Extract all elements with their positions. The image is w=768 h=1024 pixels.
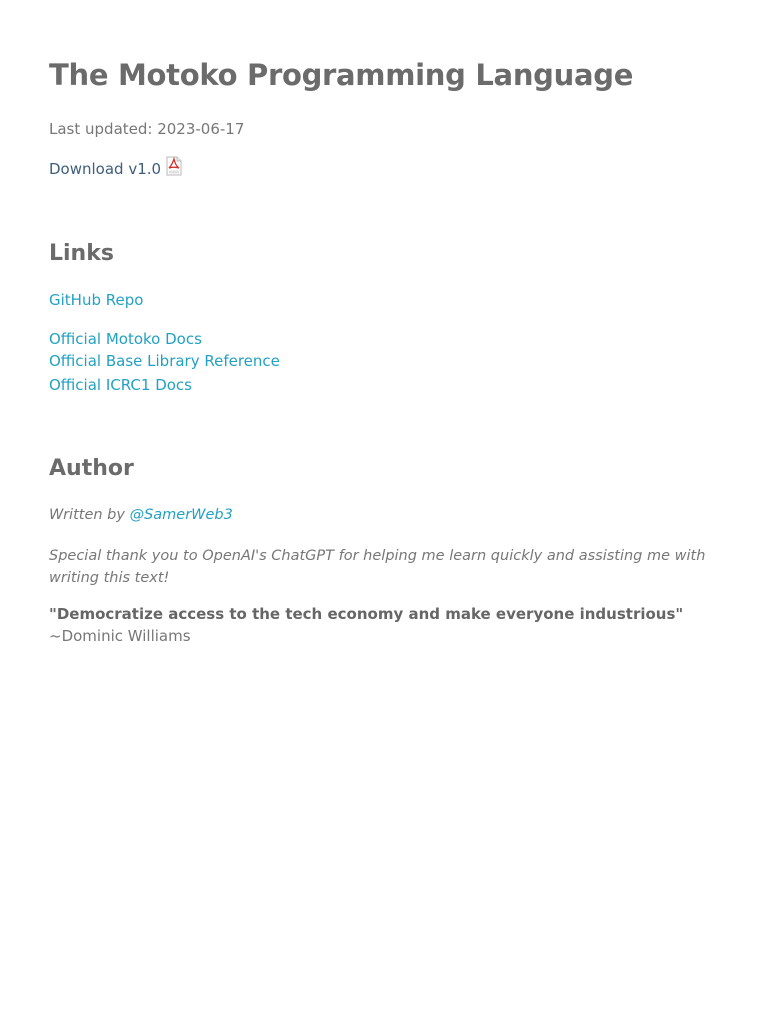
- quote: "Democratize access to the tech economy and make everyone industrious": [49, 605, 684, 623]
- github-repo-link[interactable]: GitHub Repo: [49, 291, 144, 309]
- written-by-prefix: Written by: [49, 507, 130, 523]
- links-heading: Links: [49, 241, 114, 266]
- thanks-note: Special thank you to OpenAI's ChatGPT for helping me learn quickly and assisting me with writing this text!: [49, 548, 706, 586]
- download-link[interactable]: [49, 160, 182, 178]
- author-handle-link[interactable]: @SamerWeb3: [129, 507, 233, 523]
- quote-attribution: ~Dominic Williams: [49, 627, 191, 645]
- motoko-docs-link[interactable]: Official Motoko Docs: [49, 330, 202, 348]
- icrc1-docs-link[interactable]: Official ICRC1 Docs: [49, 376, 192, 394]
- download-label[interactable]: Download v1.0: [49, 160, 162, 178]
- pdf-icon[interactable]: [166, 156, 182, 176]
- last-updated: Last updated: 2023-06-17: [49, 120, 245, 138]
- author-heading: Author: [49, 456, 134, 481]
- written-by-line: [49, 507, 233, 523]
- page-title: The Motoko Programming Language: [49, 58, 634, 92]
- base-library-link[interactable]: Official Base Library Reference: [49, 352, 280, 370]
